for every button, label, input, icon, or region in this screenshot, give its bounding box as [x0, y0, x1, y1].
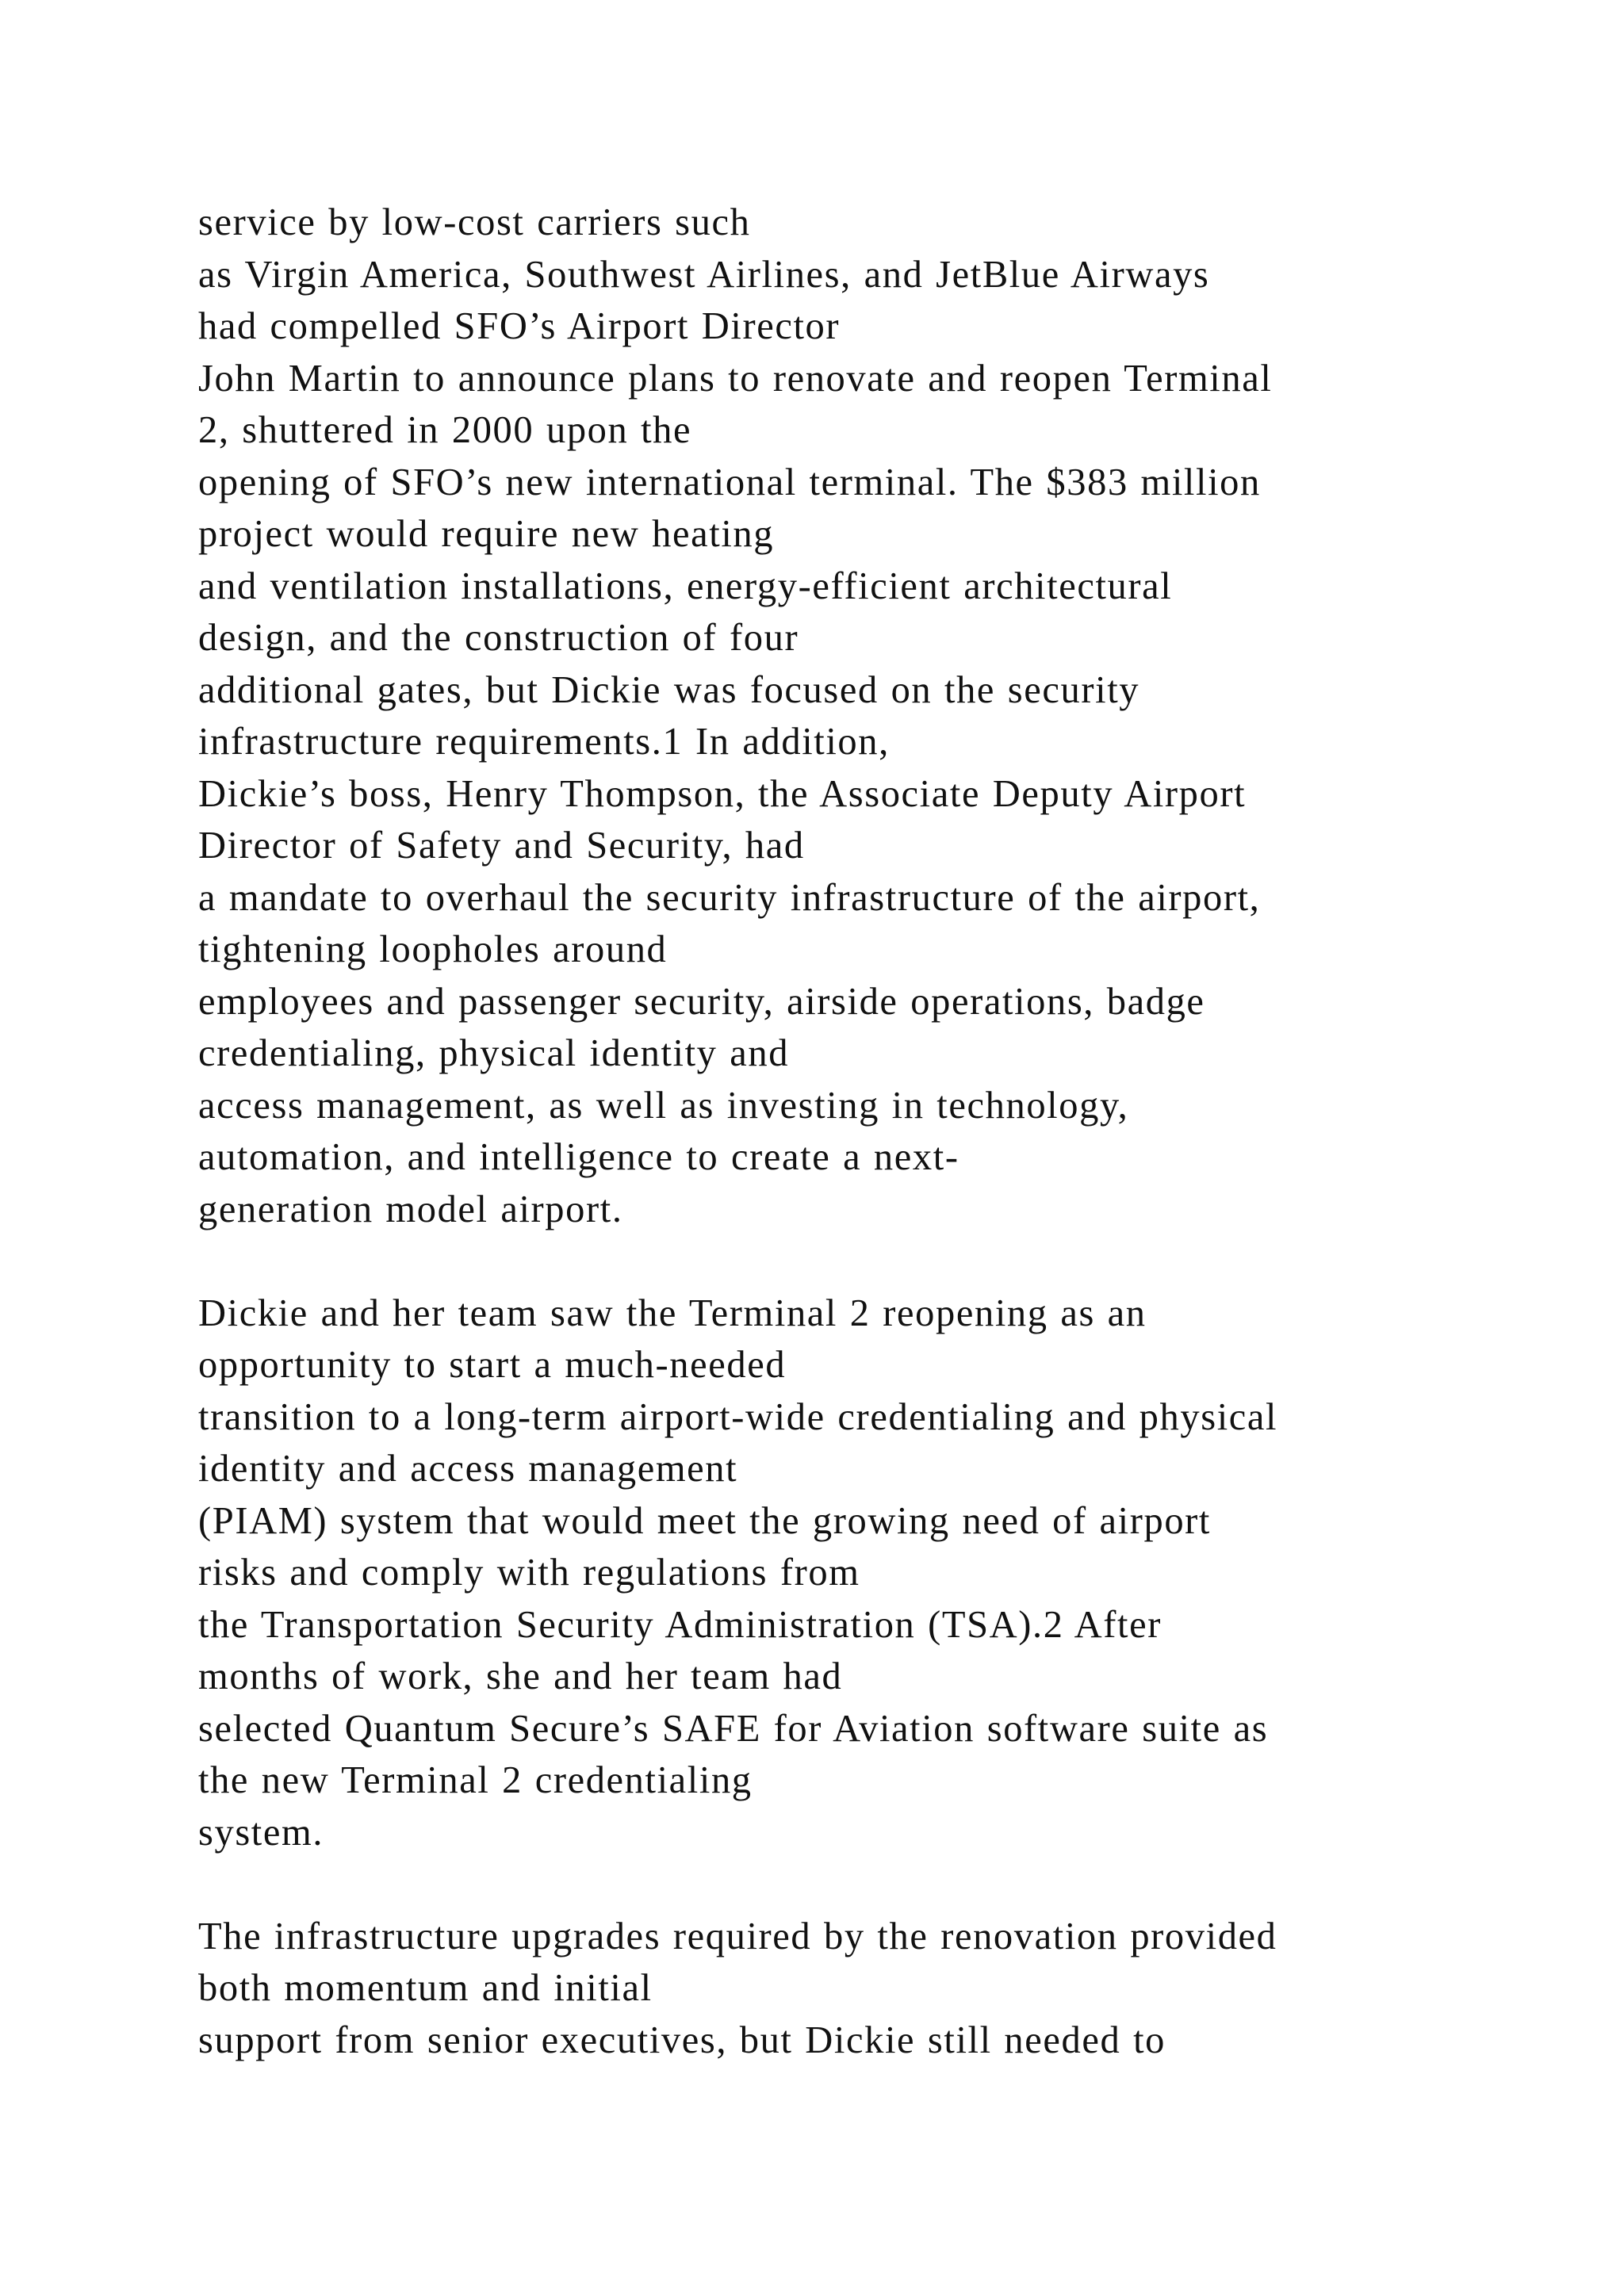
text-line: as Virgin America, Southwest Airlines, and JetBlue Airways	[198, 253, 1210, 296]
text-line: both momentum and initial	[198, 1967, 653, 2009]
text-line: (PIAM) system that would meet the growing need of airport	[198, 1499, 1211, 1542]
text-line: transition to a long-term airport-wide credentialing and physical	[198, 1395, 1278, 1438]
text-line: infrastructure requirements.1 In addition,	[198, 721, 890, 763]
text-line: service by low-cost carriers such	[198, 201, 751, 243]
text-line: the Transportation Security Administration (TSA).2 After	[198, 1603, 1162, 1646]
text-line: opportunity to start a much-needed	[198, 1344, 787, 1386]
text-line: selected Quantum Secure’s SAFE for Aviation software suite as	[198, 1707, 1269, 1750]
text-line: Director of Safety and Security, had	[198, 825, 805, 867]
text-line: months of work, she and her team had	[198, 1655, 843, 1697]
text-line: risks and comply with regulations from	[198, 1552, 860, 1594]
text-line: employees and passenger security, airside operations, badge	[198, 980, 1205, 1023]
text-line: Dickie and her team saw the Terminal 2 reopening as an	[198, 1292, 1147, 1334]
paragraph-spacer	[198, 1858, 1610, 1911]
text-line: and ventilation installations, energy-efficient architectural	[198, 564, 1173, 607]
text-line: access management, as well as investing in technology,	[198, 1084, 1129, 1127]
text-line: opening of SFO’s new international terminal. The $383 million	[198, 461, 1261, 503]
paragraph-3	[198, 1911, 1610, 2067]
document-body	[198, 197, 1610, 2066]
text-line: Dickie’s boss, Henry Thompson, the Associate Deputy Airport	[198, 772, 1247, 815]
text-line: The infrastructure upgrades required by the renovation provided	[198, 1915, 1277, 1957]
text-line: generation model airport.	[198, 1188, 623, 1230]
text-line: tightening loopholes around	[198, 928, 668, 970]
text-line: John Martin to announce plans to renovate and reopen Terminal	[198, 357, 1273, 400]
text-line: additional gates, but Dickie was focused on the security	[198, 668, 1140, 711]
text-line: support from senior executives, but Dickie still needed to	[198, 2019, 1166, 2061]
text-line: project would require new heating	[198, 513, 775, 555]
text-line: had compelled SFO’s Airport Director	[198, 305, 841, 347]
text-line: system.	[198, 1811, 324, 1854]
paragraph-spacer	[198, 1235, 1610, 1288]
text-line: the new Terminal 2 credentialing	[198, 1759, 753, 1801]
paragraph-2	[198, 1288, 1610, 1859]
text-line: identity and access management	[198, 1448, 738, 1490]
text-line: design, and the construction of four	[198, 617, 799, 659]
text-line: a mandate to overhaul the security infrastructure of the airport,	[198, 876, 1261, 919]
text-line: automation, and intelligence to create a next-	[198, 1136, 959, 1178]
text-line: 2, shuttered in 2000 upon the	[198, 409, 692, 451]
paragraph-1	[198, 197, 1610, 1235]
text-line: credentialing, physical identity and	[198, 1032, 790, 1074]
